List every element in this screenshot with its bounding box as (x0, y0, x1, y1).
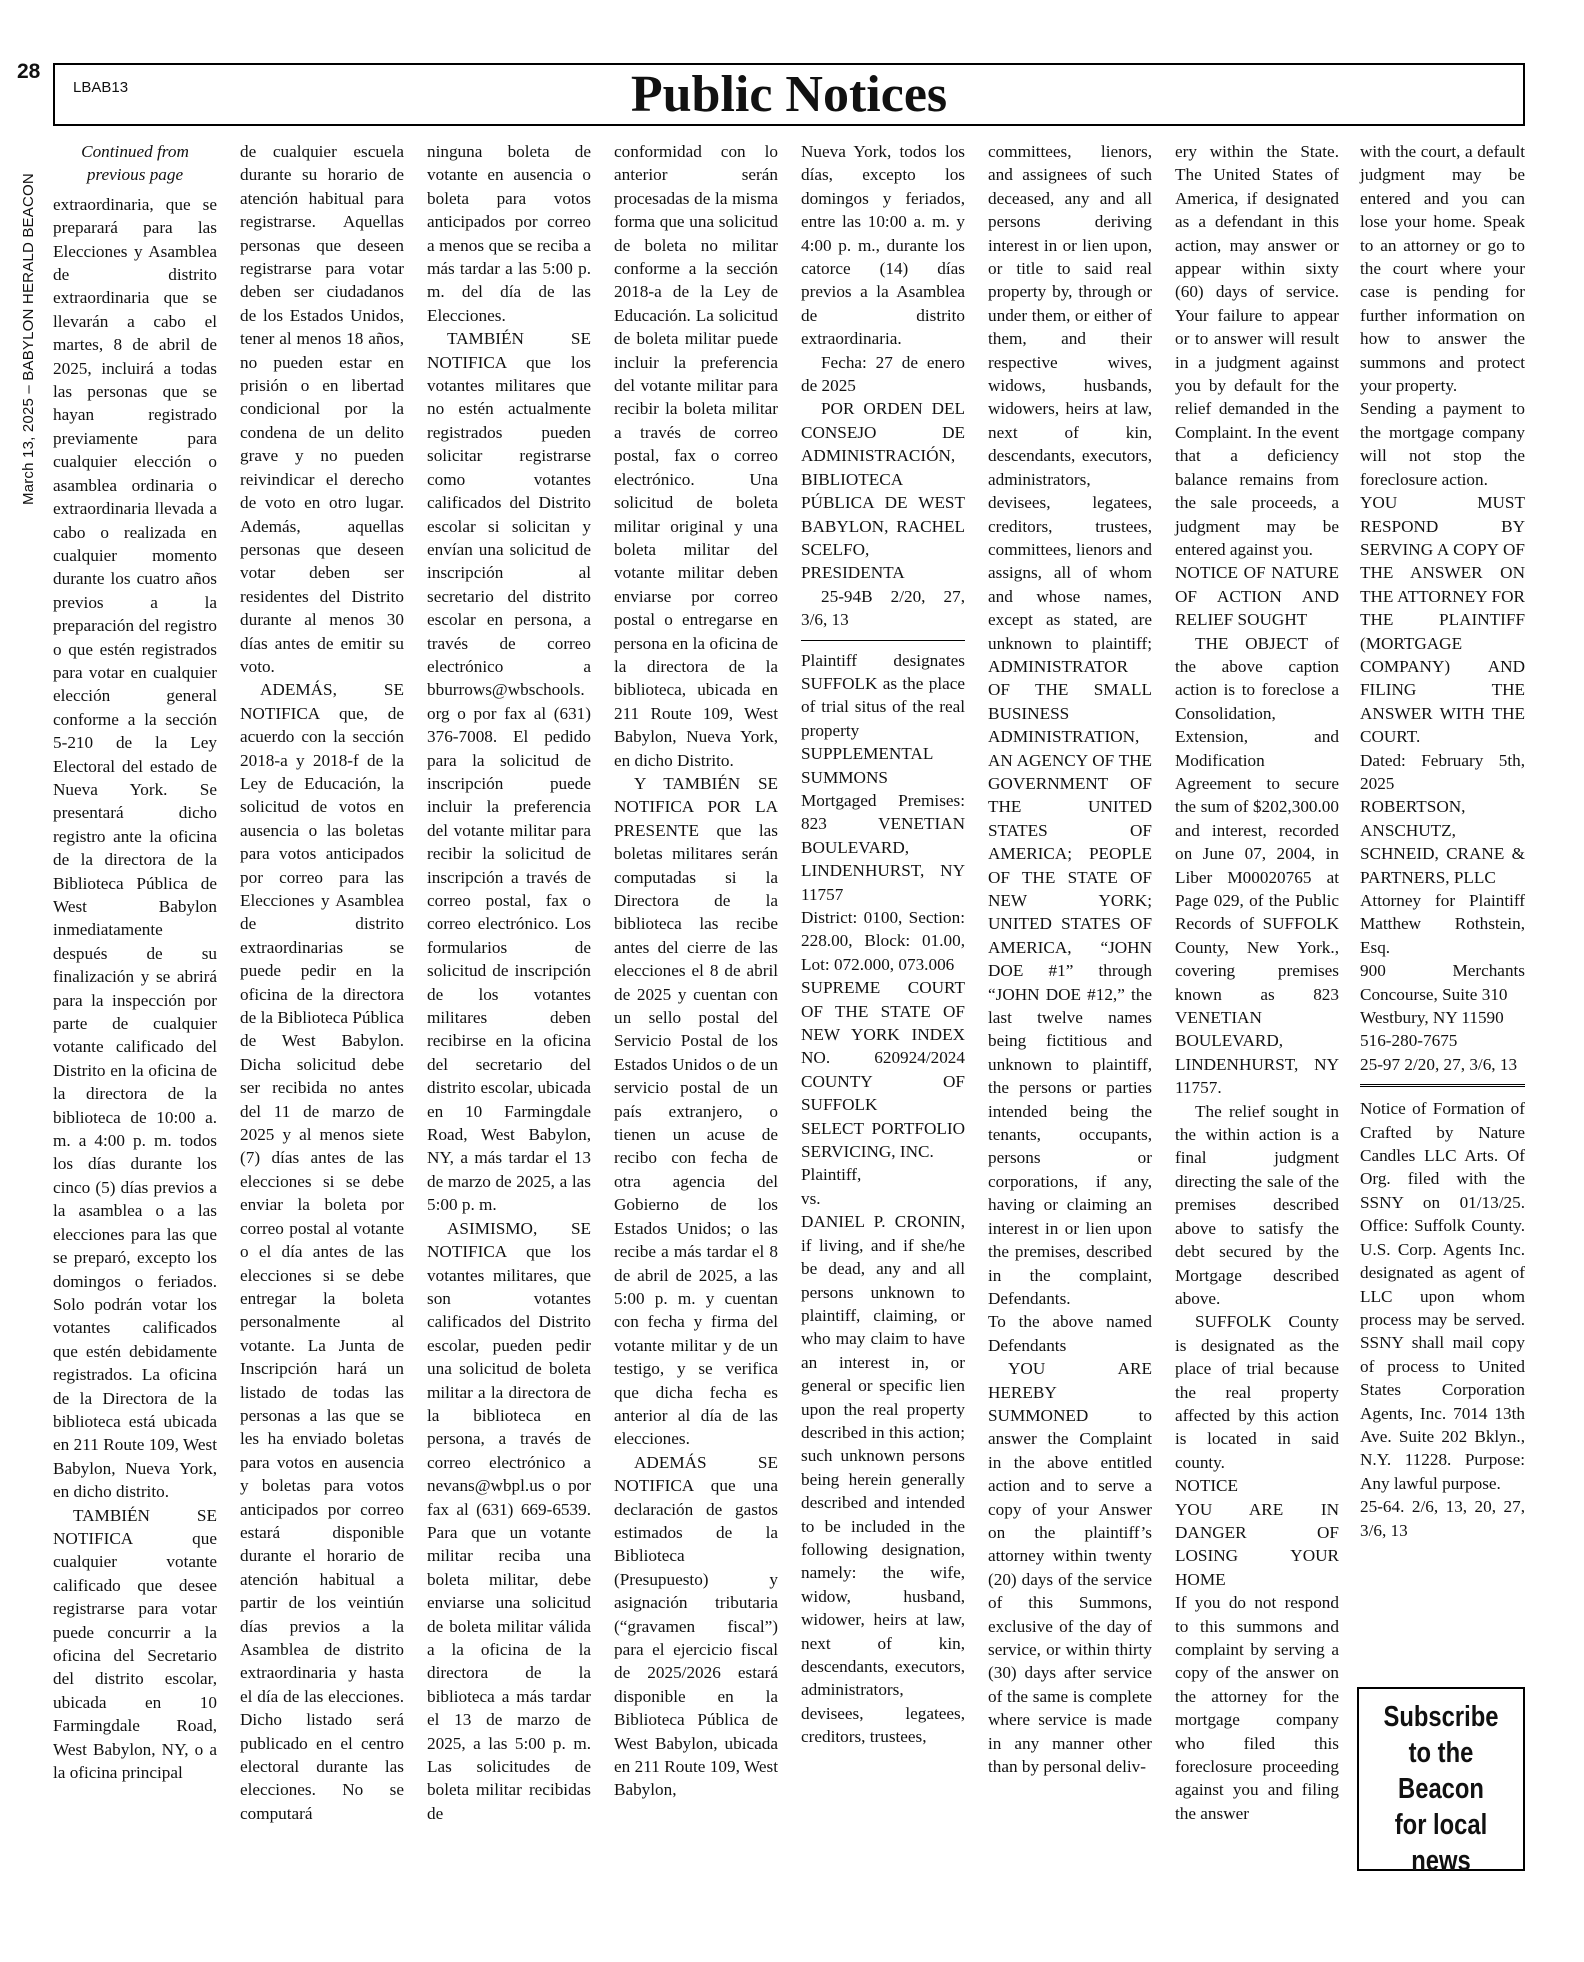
notice-paragraph: YOU ARE HEREBY SUMMONED to answer the Complaint in the above entitled action and to serve a copy of your Answer on the plaintiff’s attorney within twenty (20) days of the service of this Summons, exclusive of the day of service, or within thirty (30) days after service of the same is complete where service is made in any manner other than by personal deliv- (988, 1359, 1152, 1777)
notice-paragraph: POR ORDEN DEL CONSEJO DE ADMINISTRACIÓN, BIBLIOTECA PÚBLICA DE WEST BABYLON, RACHEL SCELFO, PRESIDENTA (801, 399, 965, 583)
notice-paragraph: Plaintiff, (801, 1165, 862, 1185)
notice-paragraph: SUPREME COURT OF THE STATE OF NEW YORK INDEX NO. 620924/2024 COUNTY OF SUFFOLK (801, 978, 965, 1115)
notice-paragraph: ADEMÁS, SE NOTIFICA que, de acuerdo con la sección 2018-a y 2018-f de la Ley de Educación, la solicitud de votos en ausencia o las boletas para votos anticipados por correo para las Elecciones y Asamblea de distrito extraordinarias se puede pedir en la oficina de la directora de la Biblioteca Pública de West Babylon. Dicha solicitud debe ser recibida no antes del 11 de marzo de 2025 y al menos siete (7) días antes de las elecciones si se debe enviar la boleta por correo postal al votante o el día antes de las elecciones si se debe entregar la boleta personalmente al votante. La Junta de Inscripción hará un listado de todas las personas a las que se les ha enviado boletas para votos en ausencia y boletas para votos anticipados por correo estará disponible durante el horario de atención habitual a partir de los veintiún días previos a la Asamblea de distrito extraordinaria y hasta el día de las elecciones. Dicho listado será publicado en el centro electoral durante las elecciones. No se computará (240, 680, 404, 1823)
subscribe-line: to the (1408, 1737, 1474, 1769)
notice-paragraph: ADEMÁS SE NOTIFICA que una declaración de gastos estimados de la Biblioteca (Presupuesto) y asignación tributaria (“gravamen fiscal”) para el ejercicio fiscal de 2025/2026 estará disponible en la Biblioteca Pública de West Babylon, ubicada en 211 Route 109, West Babylon, (614, 1452, 778, 1800)
column-7 (1175, 140, 1339, 1825)
notice-paragraph: de cualquier escuela durante su horario de atención habitual para registrarse. Aquellas personas que deseen registrarse para votar deben ser ciudadanos de los Estados Unidos, tener al menos 18 años, no pueden estar en prisión o en libertad condicional por la condena de un delito grave y no pueden reivindicar el derecho de voto en otro lugar. Además, aquellas personas que deseen votar deben ser residentes del Distrito durante al menos 30 días antes de emitir su voto. (240, 142, 404, 676)
notice-paragraph: NOTICE OF NATURE OF ACTION AND RELIEF SOUGHT (1175, 563, 1339, 630)
notice-paragraph: The relief sought in the within action is a final judgment directing the sale of the premises described above to satisfy the debt secured by the Mortgage described above. (1175, 1101, 1339, 1308)
notice-paragraph: ASIMISMO, SE NOTIFICA que los votantes militares, que son votantes calificados del Distrito escolar, pueden pedir una solicitud de boleta militar a la directora de la biblioteca en persona, a través de correo electrónico a nevans@wbpl.us o por fax al (631) 669-6539. Para que un votante militar reciba una boleta militar, debe enviarse una solicitud de boleta militar válida a la oficina de la directora de la biblioteca a más tardar el 13 de marzo de 2025, a las 5:00 p. m. Las solicitudes de boleta militar recibidas de (427, 1218, 591, 1823)
section-header (53, 63, 1525, 126)
notice-paragraph: YOU ARE IN DANGER OF LOSING YOUR HOME (1175, 1499, 1339, 1589)
notice-paragraph: To the above named Defendants (988, 1312, 1152, 1355)
notice-paragraph: Plaintiff designates SUFFOLK as the place of trial situs of the real property SUPPLEMENTAL SUMMONS (801, 650, 965, 787)
subscribe-line: news (1411, 1845, 1471, 1877)
notice-paragraph: Westbury, NY 11590 (1360, 1008, 1504, 1028)
notice-paragraph: Attorney for Plaintiff Matthew Rothstein, Esq. (1360, 891, 1525, 957)
notice-paragraph: THE OBJECT of the above caption action is to foreclose a Consolidation, Extension, and Modification Agreement to secure the sum of $202,300.00 and interest, recorded on June 07, 2004, in Liber M00020765 at Page 029, of the Public Records of SUFFOLK County, New York., covering premises known as 823 VENETIAN BOULEVARD, LINDENHURST, NY 11757. (1175, 633, 1339, 1098)
notice-paragraph: vs. (801, 1188, 821, 1208)
notice-paragraph: 25-97 2/20, 27, 3/6, 13 (1360, 1054, 1518, 1074)
notice-paragraph: NOTICE (1175, 1476, 1239, 1496)
notice-paragraph: 25-94B 2/20, 27, 3/6, 13 (801, 586, 965, 630)
section-title: Public Notices (630, 66, 948, 123)
notice-paragraph: 900 Merchants Concourse, Suite 310 (1360, 961, 1525, 1004)
column-3 (427, 140, 591, 1825)
subscribe-line: Beacon (1398, 1773, 1484, 1805)
notice-divider (801, 640, 965, 641)
notice-paragraph: TAMBIÉN SE NOTIFICA que cualquier votante calificado que desee registrarse para votar puede concurrir a la oficina del Secretario del distrito escolar, ubicada en 10 Farmingdale Road, West Babylon, NY, o a la oficina principal (53, 1505, 217, 1783)
notice-paragraph: Sending a payment to the mortgage company will not stop the foreclosure action. (1360, 399, 1525, 489)
column-8 (1360, 140, 1525, 1542)
notice-paragraph: extraordinaria, que se preparará para las Elecciones y Asamblea de distrito extraordinaria que se llevarán a cabo el martes, 8 de abril de 2025, incluirá a todas las personas que se hayan registrado previamente para cualquier elección o asamblea ordinaria o extraordinaria llevada a cabo o realizada en cualquier momento durante los cuatro años previos a la preparación del registro o que estén registrados para votar en cualquier elección general conforme a la sección 5-210 de la Ley Electoral del estado de Nueva York. Se presentará dicho registro ante la oficina de la directora de la Biblioteca Pública de West Babylon inmediatamente después de su finalización y se abrirá para la inspección por parte de cualquier votante calificado del Distrito en la oficina de la directora de la biblioteca de 10:00 a. m. a 4:00 p. m. todos los días durante los cinco (5) días previos a la asamblea o a las elecciones para las que se preparó, excepto los domingos o feriados. Solo podrán votar los votantes calificados que estén debidamente registrados. La oficina de la Directora de la biblioteca está ubicada en 211 Route 109, West Babylon, Nueva York, en dicho distrito. (53, 194, 217, 1502)
notice-paragraph: If you do not respond to this summons and complaint by serving a copy of the answer on the attorney for the mortgage company who filed this foreclosure proceeding against you and filing the answer (1175, 1593, 1339, 1823)
column-2 (240, 140, 404, 1825)
notice-paragraph: SELECT PORTFOLIO SERVICING, INC. (801, 1118, 965, 1162)
notice-paragraph: 25-64. 2/6, 13, 20, 27, 3/6, 13 (1360, 1497, 1525, 1540)
continued-note: Continued from previous page (81, 142, 189, 185)
subscribe-box (1357, 1687, 1525, 1877)
side-label (20, 165, 41, 505)
subscribe-line: Subscribe (1383, 1701, 1499, 1733)
column-6 (988, 140, 1152, 1778)
side-label-text: March 13, 2025 – BABYLON HERALD BEACON (20, 173, 37, 505)
notice-paragraph: with the court, a default judgment may be entered and you can lose your home. Speak to an attorney or go to the court where your case is pending for further information on how to answer the summons and protect your property. (1360, 142, 1525, 396)
column-4 (614, 140, 778, 1802)
notice-paragraph: conformidad con lo anterior serán procesadas de la misma forma que una solicitud de boleta no militar conforme a la sección 2018-a de la Ley de Educación. La solicitud de boleta militar puede incluir la preferencia del votante militar para recibir la boleta militar a través de correo postal, fax o correo electrónico. Una solicitud de boleta militar original y una boleta militar del votante militar deben enviarse por correo postal o entregarse en persona en la oficina de la directora de la biblioteca, ubicada en 211 Route 109, West Babylon, Nueva York, en dicho Distrito. (614, 142, 778, 770)
notice-paragraph: Nueva York, todos los días, excepto los domingos y feriados, entre las 10:00 a. m. y 4:00 p. m., durante los catorce (14) días previos a la Asamblea de distrito extraordinaria. (801, 142, 965, 349)
notice-paragraph: ROBERTSON, ANSCHUTZ, SCHNEID, CRANE & PARTNERS, PLLC (1360, 797, 1525, 887)
notice-paragraph: YOU MUST RESPOND BY SERVING A COPY OF THE ANSWER ON THE ATTORNEY FOR THE PLAINTIFF (MORTGAGE COMPANY) AND FILING THE ANSWER WITH THE COURT. (1360, 493, 1525, 747)
notice-paragraph: Y TAMBIÉN SE NOTIFICA POR LA PRESENTE que las boletas militares serán computadas si la Directora de la biblioteca las recibe antes del cierre de las elecciones el 8 de abril de 2025 y cuentan con un sello postal del Servicio Postal de los Estados Unidos o de un servicio postal de un país extranjero, o tienen un acuse de recibo con fecha de otra agencia del Gobierno de los Estados Unidos; o las recibe a más tardar el 8 de abril de 2025, a las 5:00 p. m. y cuentan con fecha y firma del votante militar y de un testigo, y se verifica que dicha fecha es anterior al día de las elecciones. (614, 773, 778, 1449)
notice-paragraph: Dated: February 5th, 2025 (1360, 750, 1525, 793)
notice-paragraph: ery within the State. The United States of America, if designated as a defendant in this action, may answer or appear within sixty (60) days of service. Your failure to appear or to answer will result in a judgment against you by default for the relief demanded in the Complaint. In the event that a deficiency balance remains from the sale proceeds, a judgment may be entered against you. (1175, 142, 1339, 559)
notice-paragraph: SUFFOLK County is designated as the place of trial because the real property affected by this action is located in said county. (1175, 1312, 1339, 1472)
notice-paragraph: committees, lienors, and assignees of such deceased, any and all persons deriving interest in or lien upon, or title to said real property by, through or under them, or either of them, and their respective wives, widows, husbands, widowers, heirs at law, next of kin, descendants, executors, administrators, devisees, legatees, creditors, trustees, committees, lienors and assigns, all of whom and whose names, except as stated, are unknown to plaintiff; ADMINISTRATOR OF THE SMALL BUSINESS ADMINISTRATION, AN AGENCY OF THE GOVERNMENT OF THE UNITED STATES OF AMERICA; PEOPLE OF THE STATE OF NEW YORK; UNITED STATES OF AMERICA, “JOHN DOE #1” through “JOHN DOE #12,” the last twelve names being fictitious and unknown to plaintiff, the persons or parties intended being the tenants, occupants, persons or corporations, if any, having or claiming an interest in or lien upon the premises, described in the complaint, Defendants. (988, 142, 1152, 1308)
edition-code: LBAB13 (73, 79, 129, 96)
notice-paragraph: District: 0100, Section: 228.00, Block: 01.00, Lot: 072.000, 073.006 (801, 908, 965, 974)
notice-divider (1360, 1084, 1525, 1089)
notice-paragraph: DANIEL P. CRONIN, if living, and if she/he be dead, any and all persons unknown to plaintiff, claiming, or who may claim to have an interest in, or general or specific lien upon the real property described in this action; such unknown persons being herein generally described and intended to be included in the following designation, namely: the wife, widow, husband, widower, heirs at law, next of kin, descendants, executors, administrators, devisees, legatees, creditors, trustees, (801, 1212, 965, 1747)
notice-paragraph: TAMBIÉN SE NOTIFICA que los votantes militares que no estén actualmente registrados pueden solicitar registrarse como votantes calificados del Distrito escolar si solicitan y envían una solicitud de inscripción al secretario del distrito escolar en persona, a través de correo electrónico a bburrows@wbschools.org o por fax al (631) 376-7008. El pedido para la solicitud de inscripción puede incluir la preferencia del votante militar para recibir la solicitud de inscripción a través de correo postal, fax o correo electrónico. Los formularios de solicitud de inscripción de los votantes militares deben recibirse en la oficina del secretario del distrito escolar, ubicada en 10 Farmingdale Road, West Babylon, NY, a más tardar el 13 de marzo de 2025, a las 5:00 p. m. (427, 329, 591, 1215)
column-5 (801, 140, 965, 1749)
notice-paragraph: ninguna boleta de votante en ausencia o boleta para votos anticipados por correo a menos que se reciba a más tardar a las 5:00 p. m. del día de las Elecciones. (427, 142, 591, 325)
column-1 (53, 140, 217, 1784)
notice-paragraph: Fecha: 27 de enero de 2025 (801, 352, 965, 396)
subscribe-line: for local (1394, 1809, 1488, 1841)
page-number: 28 (17, 60, 41, 83)
notice-paragraph: 516-280-7675 (1360, 1031, 1458, 1051)
notice-paragraph: Mortgaged Premises: 823 VENETIAN BOULEVARD, LINDENHURST, NY 11757 (801, 790, 965, 904)
notice-paragraph: Notice of Formation of Crafted by Nature Candles LLC Arts. Of Org. filed with the SSNY on 01/13/25. Office: Suffolk County. U.S. Corp. Agents Inc. designated as agent of LLC upon whom process may be served. SSNY shall mail copy of process to United States Corporation Agents, Inc. 7014 13th Ave. Suite 202 Bklyn., N.Y. 11228. Purpose: Any lawful purpose. (1360, 1099, 1525, 1493)
